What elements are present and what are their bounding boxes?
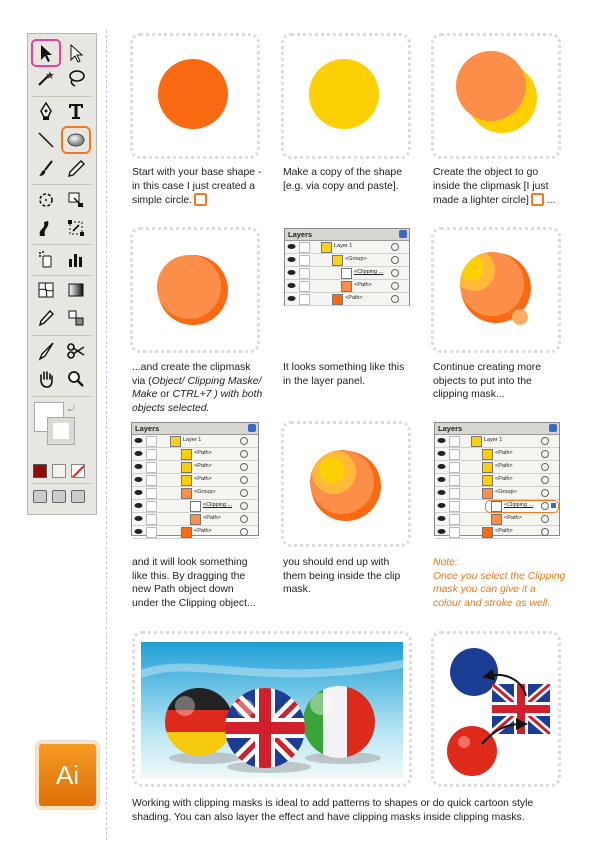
zoom-tool-icon[interactable] xyxy=(63,367,89,391)
selected-square-icon xyxy=(551,503,556,508)
copy-circle xyxy=(309,59,379,129)
layers-tab[interactable]: Layers xyxy=(135,424,160,433)
layer-row[interactable]: <Path> xyxy=(435,513,559,526)
scale-tool-icon[interactable] xyxy=(63,188,89,212)
step3-caption: Create the object to go inside the clipmask [I just made a lighter circle] ... xyxy=(433,167,556,207)
flag-balls-image xyxy=(132,631,412,787)
tools-panel xyxy=(27,33,97,515)
ellipse-tool-icon[interactable] xyxy=(63,128,89,152)
layers-panel-2 xyxy=(131,422,259,536)
orange-square-icon xyxy=(531,193,544,206)
layer-row[interactable]: Layer 1 xyxy=(435,435,559,448)
base-circle xyxy=(158,59,228,129)
fill-stroke-swatch[interactable] xyxy=(34,402,76,454)
screen-mode-menu-icon[interactable] xyxy=(52,490,66,503)
warp-tool-icon[interactable] xyxy=(33,216,59,240)
divider-line xyxy=(106,30,107,840)
step8-image xyxy=(281,421,411,547)
layer-row[interactable]: <Path> xyxy=(435,474,559,487)
layer-row[interactable]: <Path> xyxy=(132,461,258,474)
screen-mode-full-icon[interactable] xyxy=(71,490,85,503)
mesh-tool-icon[interactable] xyxy=(33,278,59,302)
gradient-tool-icon[interactable] xyxy=(63,278,89,302)
layers-tab[interactable]: Layers xyxy=(288,230,313,239)
layer-row[interactable]: Layer 1 xyxy=(132,435,258,448)
uk-flag xyxy=(492,684,550,734)
symbol-sprayer-tool-icon[interactable] xyxy=(33,247,59,271)
stroke-swatch[interactable] xyxy=(48,418,74,444)
layers-panel-3 xyxy=(434,422,560,536)
direct-selection-tool-icon[interactable] xyxy=(63,41,89,65)
layers-tab[interactable]: Layers xyxy=(438,424,463,433)
orange-square-icon xyxy=(194,193,207,206)
layer-row[interactable]: <Path> xyxy=(435,448,559,461)
layer-row[interactable]: <Path> xyxy=(285,293,409,306)
layer-row-clipping-selected[interactable]: <Clipping ... xyxy=(435,500,559,513)
gradient-mode-icon[interactable] xyxy=(52,464,66,478)
step1-caption: Start with your base shape - in this case I just created a simple circle. xyxy=(132,167,262,207)
free-transform-tool-icon[interactable] xyxy=(63,216,89,240)
logo-text: Ai xyxy=(55,759,80,790)
layer-row[interactable]: <Group> xyxy=(285,254,409,267)
step2-caption: Make a copy of the shape [e.g. via copy and paste]. xyxy=(283,167,402,192)
layer-row[interactable]: <Path> xyxy=(132,448,258,461)
layers-panel-1 xyxy=(284,228,410,306)
layer-row[interactable]: <Group> xyxy=(132,487,258,500)
screen-mode-standard-icon[interactable] xyxy=(33,490,47,503)
step6-image xyxy=(431,227,561,353)
panel-menu-icon[interactable] xyxy=(549,424,557,432)
knife-tool-icon[interactable] xyxy=(33,339,59,363)
swap-arrow-icon[interactable]: ⤾ xyxy=(68,404,75,413)
color-mode-icon[interactable] xyxy=(33,464,47,478)
paintbrush-tool-icon[interactable] xyxy=(33,156,59,180)
step6-caption: Continue creating more objects to put into the clipping mask... xyxy=(433,362,542,401)
lasso-tool-icon[interactable] xyxy=(63,66,89,90)
lighter-circle xyxy=(456,51,526,121)
layer-row[interactable]: <Path> xyxy=(435,461,559,474)
none-mode-icon[interactable] xyxy=(71,464,85,478)
panel-menu-icon[interactable] xyxy=(248,424,256,432)
step5-caption: It looks something like this in the layer panel. xyxy=(283,362,405,387)
red-circle xyxy=(447,726,497,776)
type-tool-icon[interactable] xyxy=(63,99,89,123)
uk-balls-image xyxy=(431,631,561,787)
magic-wand-tool-icon[interactable] xyxy=(33,66,59,90)
layer-row[interactable]: <Path> xyxy=(435,526,559,539)
pencil-tool-icon[interactable] xyxy=(63,156,89,180)
step1-image xyxy=(130,33,260,159)
line-tool-icon[interactable] xyxy=(33,128,59,152)
layer-row[interactable]: Layer 1 xyxy=(285,241,409,254)
selection-tool-icon[interactable] xyxy=(33,41,59,65)
step3-image xyxy=(431,33,561,159)
hand-tool-icon[interactable] xyxy=(33,367,59,391)
step4-image xyxy=(130,227,260,353)
panel-menu-icon[interactable] xyxy=(399,230,407,238)
layer-row[interactable]: <Path> xyxy=(132,474,258,487)
layer-row[interactable]: <Path> xyxy=(132,513,258,526)
blend-tool-icon[interactable] xyxy=(63,306,89,330)
layer-row[interactable]: <Clipping ... xyxy=(132,500,258,513)
step2-image xyxy=(281,33,411,159)
scissors-tool-icon[interactable] xyxy=(63,339,89,363)
step7-caption: and it will look something like this. By dragging the new Path object down under the Clipping object... xyxy=(132,557,256,609)
layer-row[interactable]: <Group> xyxy=(435,487,559,500)
step4-caption: ...and create the clipmask via (Object/ Clipping Maske/ Make or CTRL+7 ) with both objects selected. xyxy=(132,362,263,414)
bottom-caption: Working with clipping masks is ideal to add patterns to shapes or do quick cartoon style shading. You can also layer the effect and have clipping masks inside clipping masks. xyxy=(132,798,534,823)
layer-row[interactable]: <Path> xyxy=(285,280,409,293)
note-caption: Note: Once you select the Clipping mask you can give it a colour and stroke as well. xyxy=(433,557,566,609)
layer-row[interactable]: <Clipping ... xyxy=(285,267,409,280)
illustrator-logo xyxy=(36,741,99,809)
rotate-tool-icon[interactable] xyxy=(33,188,59,212)
layer-row[interactable]: <Path> xyxy=(132,526,258,539)
pen-tool-icon[interactable] xyxy=(33,99,59,123)
eyedropper-tool-icon[interactable] xyxy=(33,306,59,330)
blue-circle xyxy=(450,648,498,696)
column-graph-tool-icon[interactable] xyxy=(63,247,89,271)
step8-caption: you should end up with them being inside the clip mask. xyxy=(283,557,401,596)
